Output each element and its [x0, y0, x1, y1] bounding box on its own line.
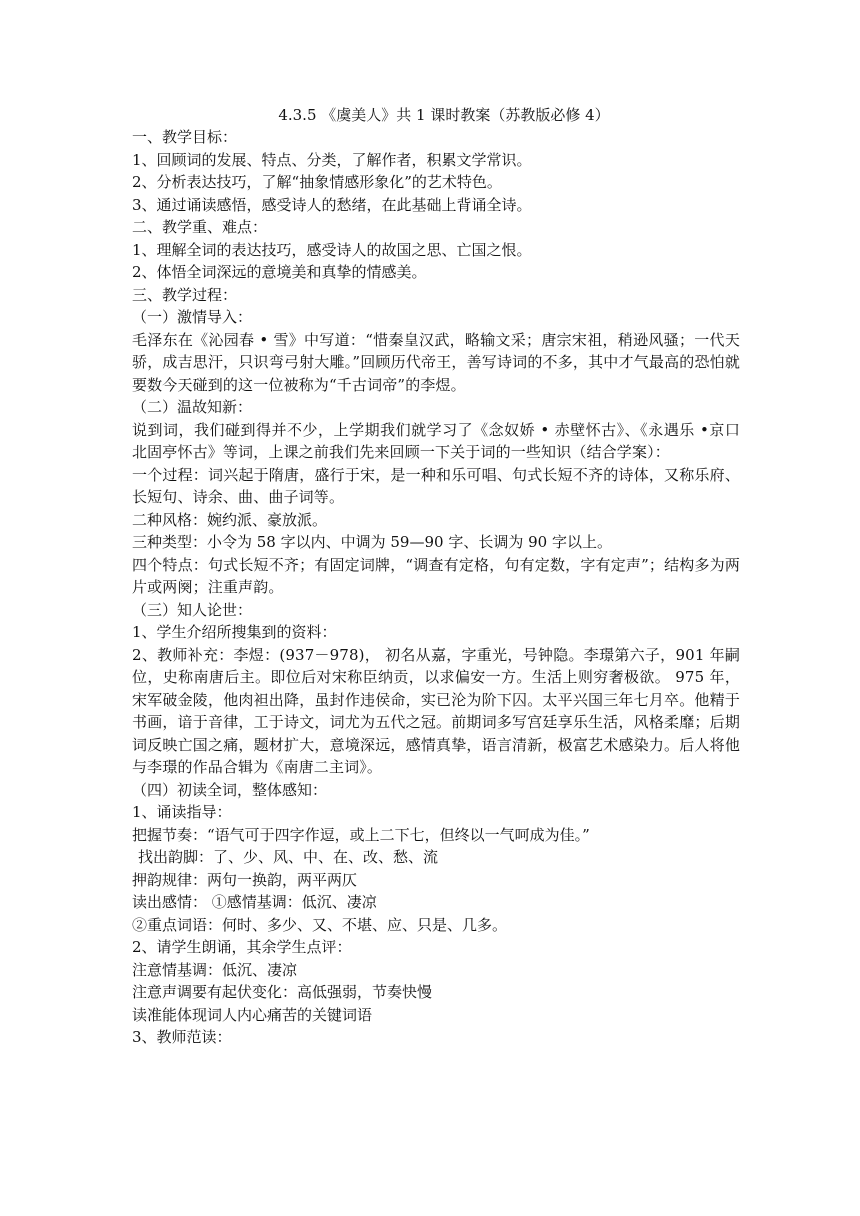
subsection-heading-intro: （一）激情导入：	[132, 308, 253, 326]
student-reading-heading: 2、请学生朗诵，其余学生点评：	[132, 938, 352, 956]
teacher-reading-heading: 3、教师范读：	[132, 1028, 232, 1046]
objective-item-1: 1、回顾词的发展、特点、分类，了解作者，积累文学常识。	[132, 150, 532, 169]
author-item-1: 1、学生介绍所搜集到的资料：	[132, 623, 337, 641]
review-features-paragraph: 四个特点：句式长短不齐；有固定词牌，“调查有定格，句有定数，字有定声”；结构多为两片或两阕；注重声韵。	[132, 555, 740, 596]
reading-rhyme-rule-line: 押韵规律：两句一换韵，两平两仄	[132, 870, 358, 889]
subsection-heading-review: （二）温故知新：	[132, 398, 253, 416]
document-title: 4.3.5 《虞美人》共 1 课时教案（苏教版必修 4）	[278, 106, 610, 124]
section-heading-process: 三、教学过程：	[132, 285, 238, 304]
student-reading-tone-line: 注意情基调：低沉、凄凉	[132, 960, 298, 979]
reading-keywords-line: ②重点词语：何时、多少、又、不堪、应、只是、几多。	[132, 915, 508, 934]
intro-paragraph: 毛泽东在《沁园春 • 雪》中写道：“惜秦皇汉武，略输文采；唐宗宋祖，稍逊风骚；一代天骄，成吉思汗，只识弯弓射大雕。”回顾历代帝王，善写诗词的不多，其中才气最高的恐怕就要数今天碰到的这一位被称为“千古词帝”的李煜。	[132, 330, 740, 394]
objective-item-2: 2、分析表达技巧，了解“抽象情感形象化”的艺术特色。	[132, 173, 502, 191]
reading-rhymes-line: 找出韵脚：了、少、风、中、在、改、愁、流	[138, 848, 439, 866]
section-heading-key-points: 二、教学重、难点：	[132, 218, 268, 236]
subsection-heading-first-reading: （四）初读全词，整体感知：	[132, 780, 328, 799]
review-process-paragraph: 一个过程：词兴起于隋唐，盛行于宋，是一种和乐可唱、句式长短不齐的诗体，又称乐府、长短句、诗余、曲、曲子词等。	[132, 465, 740, 506]
student-reading-keywords-line: 读准能体现词人内心痛苦的关键词语	[132, 1005, 373, 1024]
document-page	[132, 104, 740, 1049]
objective-item-3: 3、通过诵读感悟，感受诗人的愁绪，在此基础上背诵全诗。	[132, 195, 532, 214]
review-styles-line: 二种风格：婉约派、豪放派。	[132, 510, 328, 529]
section-heading-objectives: 一、教学目标：	[132, 128, 238, 146]
reading-guide-heading: 1、诵读指导：	[132, 803, 232, 821]
subsection-heading-author: （三）知人论世：	[132, 600, 253, 619]
reading-emotion-line: 读出感情： ①感情基调：低沉、凄凉	[132, 893, 377, 911]
reading-rhythm-line: 把握节奏：“语气可于四字作逗，或上二下七，但终以一气呵成为佳。”	[132, 825, 590, 844]
author-item-2-paragraph: 2、教师补充：李煜：(937－978)， 初名从嘉，字重光，号钟隐。李璟第六子，901 年嗣位，史称南唐后主。即位后对宋称臣纳贡，以求偏安一方。生活上则穷奢极欲。 975 年，宋军破金陵，他肉袒出降，虽封作违侯命，实已沦为阶下囚。太平兴国三年七月卒。他精于书画，谙于音律，工于诗文，词尤为五代之冠。前期词多写宫廷享乐生活，风格柔靡；后期词反映亡国之痛，题材扩大，意境深远，感情真挚，语言清新，极富艺术感染力。后人将他与李璟的作品合辑为《南唐二主词》。	[132, 645, 740, 776]
student-reading-intonation-line: 注意声调要有起伏变化：高低强弱，节奏快慢	[132, 983, 433, 1001]
key-point-item-2: 2、体悟全词深远的意境美和真挚的情感美。	[132, 263, 427, 281]
key-point-item-1: 1、理解全词的表达技巧，感受诗人的故国之思、亡国之恨。	[132, 240, 532, 259]
review-paragraph: 说到词，我们碰到得并不少，上学期我们就学习了《念奴娇 • 赤壁怀古》、《永遇乐 •京口北固亭怀古》等词，上课之前我们先来回顾一下关于词的一些知识（结合学案）：	[132, 420, 740, 461]
review-types-line: 三种类型：小令为 58 字以内、中调为 59—90 字、长调为 90 字以上。	[132, 533, 612, 551]
